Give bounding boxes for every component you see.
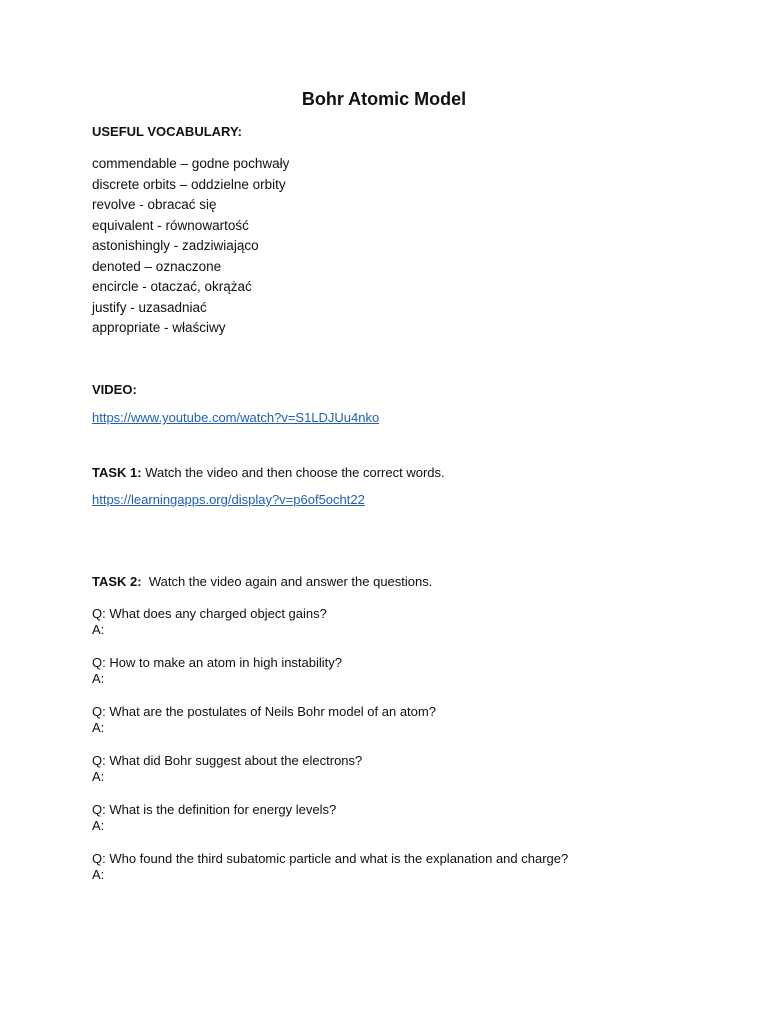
vocabulary-item: appropriate - właściwy xyxy=(92,320,226,335)
task1-link[interactable]: https://learningapps.org/display?v=p6of5ocht22 xyxy=(92,492,365,507)
vocabulary-item: discrete orbits – oddzielne orbity xyxy=(92,176,286,192)
answer-label: A: xyxy=(92,720,105,735)
task1-text: Watch the video and then choose the correct words. xyxy=(141,465,445,480)
video-link-line xyxy=(92,409,379,426)
answer-label: A: xyxy=(92,818,105,833)
question-block xyxy=(92,655,342,687)
answer-label: A: xyxy=(92,671,105,686)
question-text: Q: Who found the third subatomic particle and what is the explanation and charge? xyxy=(92,851,569,866)
answer-label: A: xyxy=(92,769,105,784)
vocabulary-list xyxy=(92,154,289,339)
answer-label: A: xyxy=(92,867,105,882)
question-text: Q: How to make an atom in high instability? xyxy=(92,655,343,670)
question-block xyxy=(92,802,336,834)
question-block xyxy=(92,606,327,638)
question-block xyxy=(92,851,568,883)
vocabulary-item: revolve - obracać się xyxy=(92,197,217,212)
vocabulary-item: denoted – oznaczone xyxy=(92,258,222,274)
vocabulary-heading: USEFUL VOCABULARY: xyxy=(92,124,242,139)
video-link[interactable]: https://www.youtube.com/watch?v=S1LDJUu4nko xyxy=(92,410,380,425)
task1-link-line xyxy=(92,491,365,508)
document-title: Bohr Atomic Model xyxy=(301,89,467,109)
task1-label: TASK 1: xyxy=(92,465,142,480)
vocabulary-item: encircle - otaczać, okrążać xyxy=(92,279,252,294)
question-block xyxy=(92,753,362,785)
vocabulary-item: equivalent - równowartość xyxy=(92,217,249,233)
vocabulary-item: astonishingly - zadziwiająco xyxy=(92,238,259,253)
task2-line xyxy=(92,573,432,590)
video-heading: VIDEO: xyxy=(92,382,137,397)
question-block xyxy=(92,704,436,736)
question-text: Q: What did Bohr suggest about the electrons? xyxy=(92,753,363,768)
vocabulary-item: commendable – godne pochwały xyxy=(92,156,290,171)
task2-label: TASK 2: xyxy=(92,574,142,589)
vocabulary-item: justify - uzasadniać xyxy=(92,299,207,315)
task2-text: Watch the video again and answer the questions. xyxy=(141,574,433,589)
question-text: Q: What is the definition for energy levels? xyxy=(92,802,337,817)
answer-label: A: xyxy=(92,622,105,637)
question-text: Q: What are the postulates of Neils Bohr model of an atom? xyxy=(92,704,436,719)
task1-line xyxy=(92,464,445,481)
question-text: Q: What does any charged object gains? xyxy=(92,606,327,621)
